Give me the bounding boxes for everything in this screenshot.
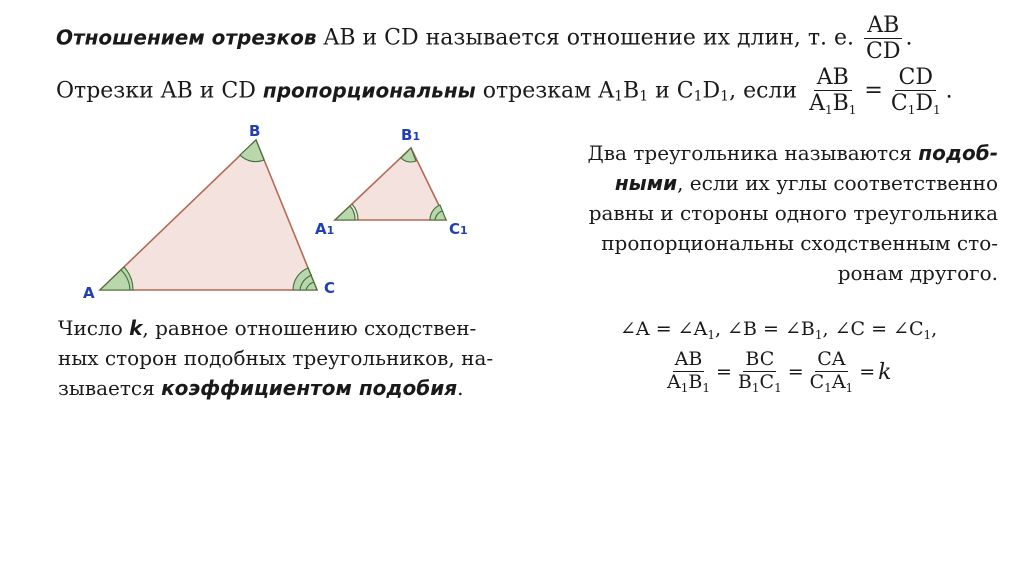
ratio-num: CA bbox=[817, 348, 846, 370]
prop-sub: 1 bbox=[824, 103, 833, 118]
ratio-den-b: A bbox=[831, 370, 846, 393]
angle-symbol: ∠ bbox=[893, 318, 909, 340]
angle-b-arc bbox=[240, 140, 264, 162]
coef-line-2: ных сторон подобных треугольников, на- bbox=[58, 346, 494, 370]
ratio-num: AB bbox=[674, 348, 703, 370]
coef-term: коэффициентом подобия bbox=[161, 376, 458, 400]
angle-eq: = bbox=[756, 318, 785, 340]
ratio-sub: 1 bbox=[774, 380, 782, 395]
prop-sub: 1 bbox=[614, 88, 624, 105]
similar-definition bbox=[530, 138, 998, 288]
prop-text3: B bbox=[623, 78, 640, 104]
prop-eq: = bbox=[864, 78, 883, 104]
intro-term: Отношением отрезков bbox=[56, 25, 317, 50]
ratio-sub: 1 bbox=[845, 380, 854, 395]
ratio-sub: 1 bbox=[824, 380, 832, 395]
similar-line-2 bbox=[530, 168, 998, 198]
angle-a1-arc bbox=[335, 206, 355, 220]
prop-f1-num: AB bbox=[814, 66, 852, 91]
vertex-c1-label bbox=[449, 220, 468, 238]
vertex-sub: 1 bbox=[412, 130, 421, 143]
coefficient-definition bbox=[58, 313, 558, 403]
vertex-a1-letter: A bbox=[315, 220, 327, 238]
prop-text6: , если bbox=[729, 78, 805, 104]
prop-f1-den-b: B bbox=[832, 91, 849, 117]
prop-f2-den-b: D bbox=[915, 91, 933, 117]
intro-text: AB и CD называется отношение их длин, т. е. bbox=[316, 25, 862, 51]
ratio-frac-2 bbox=[736, 350, 784, 395]
prop-sub: 1 bbox=[932, 103, 941, 118]
ratio-sub: 1 bbox=[702, 380, 710, 395]
similar-line-5: ронам другого. bbox=[837, 261, 998, 285]
ratio-frac-3 bbox=[808, 350, 856, 395]
angle-letter: A bbox=[693, 318, 708, 340]
intro-frac-num: AB bbox=[864, 14, 902, 39]
vertex-b-label: B bbox=[249, 122, 261, 140]
ratio-frac-1 bbox=[665, 350, 712, 395]
ratio-equalities bbox=[664, 350, 891, 395]
coef-end: . bbox=[457, 376, 464, 400]
angle-sub: 1 bbox=[707, 328, 715, 342]
prop-end: . bbox=[945, 78, 953, 104]
angle-symbol: ∠ bbox=[784, 318, 801, 340]
ratio-sub: 1 bbox=[751, 380, 760, 395]
ratio-eq: = bbox=[715, 361, 732, 384]
prop-f2-den-a: C bbox=[890, 91, 908, 117]
prop-text2: отрезкам A bbox=[475, 78, 615, 104]
vertex-b1-label bbox=[401, 126, 420, 144]
coef-l1a: Число bbox=[58, 316, 130, 340]
similar-l1a: Два треугольника называются bbox=[587, 141, 919, 165]
ratio-den bbox=[736, 372, 784, 395]
angle-sub: 1 bbox=[923, 328, 932, 342]
prop-sub: 1 bbox=[907, 103, 916, 118]
coef-k: k bbox=[129, 316, 143, 340]
ratio-den-b: B bbox=[688, 370, 703, 393]
prop-sub: 1 bbox=[720, 88, 730, 105]
vertex-b1-letter: B bbox=[401, 126, 413, 144]
vertex-c-label: C bbox=[324, 279, 336, 297]
angle-symbol: ∠ bbox=[727, 318, 743, 340]
big-triangle bbox=[100, 140, 317, 290]
similar-term-2: ными bbox=[614, 171, 678, 195]
prop-term: пропорциональны bbox=[262, 78, 476, 103]
coef-l1b: , равное отношению сходствен- bbox=[142, 316, 477, 340]
ratio-sub: 1 bbox=[680, 380, 689, 395]
ratio-eq: = bbox=[787, 361, 804, 384]
vertex-a-label: A bbox=[83, 284, 95, 302]
angle-eq: = bbox=[649, 318, 678, 340]
ratio-den-a: A bbox=[667, 370, 681, 393]
prop-text4: и C bbox=[648, 78, 694, 104]
similar-line-4: пропорциональны сходственным сто- bbox=[601, 231, 998, 255]
ratio-den bbox=[808, 372, 856, 395]
ratio-num: BC bbox=[745, 348, 775, 370]
angle-equalities: ∠A = $\angle A_1$, ∠B = $\angle B_1$, ∠C = $\angle C_1$, bbox=[620, 318, 938, 342]
prop-sub: 1 bbox=[639, 88, 649, 105]
vertex-sub: 1 bbox=[460, 224, 468, 237]
angle-symbol: ∠ bbox=[620, 318, 636, 340]
ratio-k: k bbox=[878, 359, 892, 385]
angle-sub: 1 bbox=[814, 328, 823, 342]
similar-term-1: подоб- bbox=[918, 141, 998, 165]
angle-eq: = bbox=[865, 318, 894, 340]
vertex-a1-label bbox=[315, 220, 334, 238]
similar-line-1 bbox=[530, 138, 998, 168]
angle-letter: C bbox=[850, 318, 866, 340]
similar-line-3: равны и стороны одного треугольника bbox=[588, 201, 998, 225]
prop-f2-num: CD bbox=[895, 66, 935, 91]
prop-text5: D bbox=[702, 78, 721, 104]
prop-sub: 1 bbox=[848, 103, 857, 118]
angle-b1-arc bbox=[401, 148, 416, 162]
similar-l2b: , если их углы соответственно bbox=[677, 171, 998, 195]
ratio-den-a: B bbox=[737, 370, 752, 393]
ratio-eq: = bbox=[859, 361, 876, 384]
coef-l3a: зывается bbox=[58, 376, 162, 400]
vertex-sub: 1 bbox=[326, 224, 335, 237]
ratio-den-b: C bbox=[759, 370, 775, 393]
intro-frac-den: CD bbox=[866, 39, 901, 65]
angle-symbol: ∠ bbox=[834, 318, 851, 340]
angle-letter: A bbox=[635, 318, 650, 340]
ratio-den-a: C bbox=[809, 370, 825, 393]
vertex-c1-letter: C bbox=[449, 220, 461, 238]
prop-f1-den-a: A bbox=[809, 91, 825, 117]
prop-sub: 1 bbox=[693, 88, 703, 105]
angle-sep: , bbox=[714, 318, 728, 340]
prop-text1: Отрезки AB и CD bbox=[56, 78, 263, 104]
coef-line-3 bbox=[58, 373, 558, 403]
coef-line-1 bbox=[58, 313, 558, 343]
angle-symbol: ∠ bbox=[677, 318, 694, 340]
ratio-den bbox=[665, 372, 712, 395]
angle-letter: C bbox=[908, 318, 924, 340]
angle-sep: , bbox=[822, 318, 835, 340]
intro-end: . bbox=[905, 25, 913, 51]
angle-letter: B bbox=[800, 318, 815, 340]
angle-letter: B bbox=[742, 318, 757, 340]
